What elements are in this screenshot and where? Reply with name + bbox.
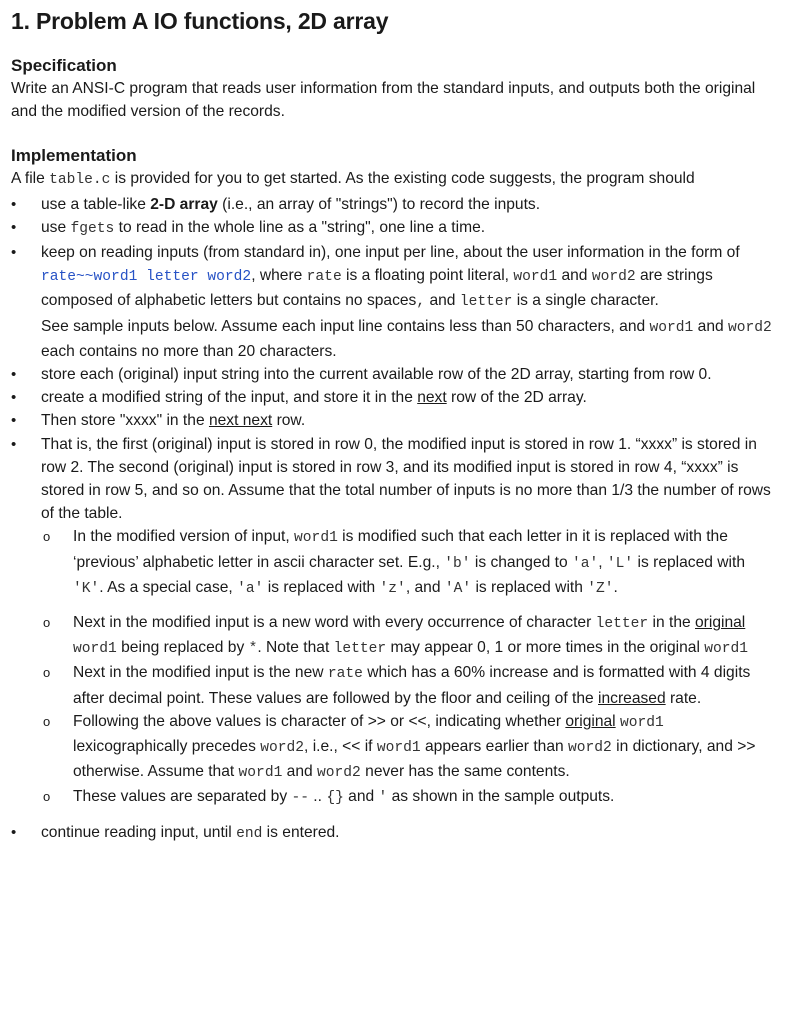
- spec-heading: Specification: [11, 56, 117, 75]
- list-item: • That is, the first (original) input is stored in row 0, the modified input is stored in row 1. “xxxx” is stored in row 2. The second (original) input is stored in row 3, and its modified input is stored in row 4, “xxxx” is stored in row 5, and so on. Assume that the total number of inputs is no more than 1/3 the number of rows of the table. o In the modified version of input, word1 is modified such that each letter in it is replaced with the ‘previous’ alphabetic letter in ascii character set. E.g., 'b' is changed to 'a', 'L' is replaced with 'K'. As a special case, 'a' is replaced with 'z', and 'A' is replaced with 'Z'. o Next in the modified input is a new word with every occurrence of character letter in the original word1 being replaced by *. Note that letter may appear 0, 1 or more times in the original word1 o Next in the modified input is the new rate which has a 60% increase and is formatted with 4 digits after decimal point. These values are followed by the floor and ceiling of the increased rate. o Following the above values is character of >> or <<, indicating whether original word1 lexicographically precedes word2, i.e., << if word1 appears earlier than word2 in dictionary, and >> otherwise. Assume that word1 and word2 never has the same contents. o These values are separated by -- .. {} and ' as shown in the sample outputs.: [11, 433, 776, 821]
- spec-text: Write an ANSI-C program that reads user information from the standard inputs, and outputs both the original and the modified version of the records.: [11, 80, 756, 121]
- sub-list-item: o These values are separated by -- .. {} and ' as shown in the sample outputs.: [43, 788, 615, 807]
- sub-list-item: o Following the above values is character of >> or <<, indicating whether original word1 lexicographically precedes word2, i.e., << if word1 appears earlier than word2 in dictionary, and >> otherwise. Assume that word1 and word2 never has the same contents.: [43, 712, 756, 782]
- list-item: • continue reading input, until end is entered.: [11, 823, 340, 842]
- list-item: • use a table-like 2-D array (i.e., an array of "strings") to record the inputs.: [11, 195, 541, 213]
- sub-list-item: o In the modified version of input, word1 is modified such that each letter in it is replaced with the ‘previous’ alphabetic letter in ascii character set. E.g., 'b' is changed to 'a', 'L' is replaced with 'K'. As a special case, 'a' is replaced with 'z', and 'A' is replaced with 'Z'.: [43, 528, 746, 597]
- list-item: • use fgets to read in the whole line as a "string", one line a time.: [11, 218, 486, 237]
- impl-heading: Implementation: [11, 146, 137, 166]
- list-item: • Then store "xxxx" in the next next row.: [11, 412, 306, 430]
- list-item: • store each (original) input string into the current available row of the 2D array, starting from row 0.: [11, 366, 712, 384]
- page-title: 1. Problem A IO functions, 2D array: [11, 8, 389, 34]
- sub-list-item: o Next in the modified input is the new rate which has a 60% increase and is formatted with 4 digits after decimal point. These values are followed by the floor and ceiling of the increased rate.: [43, 664, 751, 707]
- list-item: • create a modified string of the input, and store it in the next row of the 2D array.: [11, 389, 587, 407]
- sub-list-item: o Next in the modified input is a new word with every occurrence of character letter in the original word1 being replaced by *. Note that letter may appear 0, 1 or more times in the original word1: [43, 614, 749, 658]
- list-item: • keep on reading inputs (from standard in), one input per line, about the user information in the form of rate~~word1 letter word2, where rate is a floating point literal, word1 and word2 are strings composed of alphabetic letters but contains no spaces, and letter is a single character. See sample inputs below. Assume each input line contains less than 50 characters, and word1 and word2 each contains no more than 20 characters.: [11, 244, 772, 360]
- impl-intro: A file table.c is provided for you to get started. As the existing code suggests, the program should: [11, 170, 695, 189]
- requirements-list: [11, 193, 776, 846]
- modification-rules-list: [41, 525, 776, 820]
